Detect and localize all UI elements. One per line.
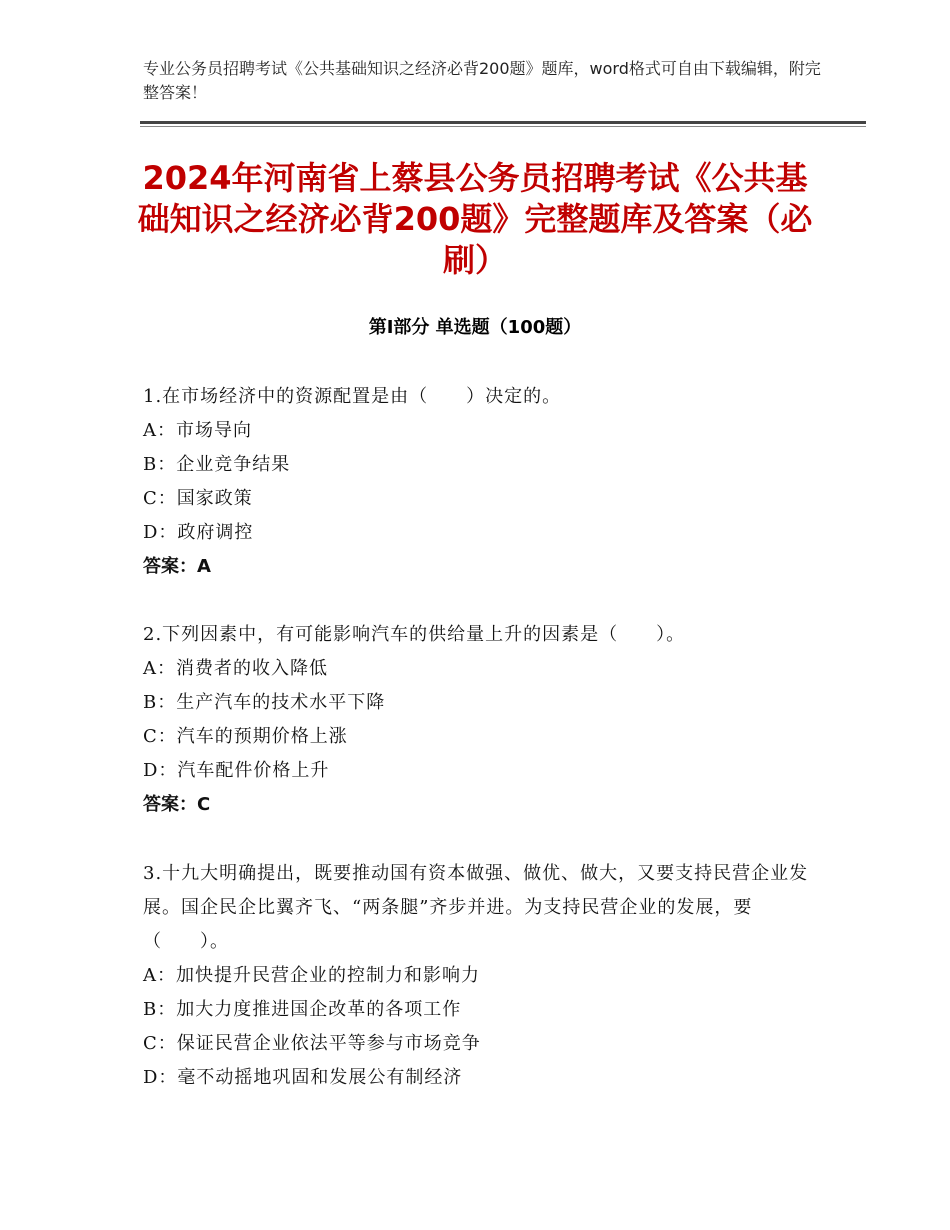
option-d: D：毫不动摇地巩固和发展公有制经济 <box>143 1067 463 1088</box>
question-1 <box>143 380 823 584</box>
header-note: 专业公务员招聘考试《公共基础知识之经济必背200题》题库，word格式可自由下载编辑，附完整答案！ <box>143 59 821 102</box>
question-stem: 1.在市场经济中的资源配置是由（ ）决定的。 <box>143 386 562 407</box>
option-d: D：汽车配件价格上升 <box>143 760 330 781</box>
option-b: B：企业竞争结果 <box>143 454 291 475</box>
answer: 答案：A <box>143 556 211 577</box>
question-stem: 2.下列因素中，有可能影响汽车的供给量上升的因素是（ ）。 <box>143 624 686 645</box>
option-d: D：政府调控 <box>143 522 254 543</box>
question-3 <box>143 857 823 1095</box>
question-stem: 3.十九大明确提出，既要推动国有资本做强、做优、做大，又要支持民营企业发展。国企民企比翼齐飞、“两条腿”齐步并进。为支持民营企业的发展，要（ ）。 <box>143 863 809 952</box>
answer: 答案：C <box>143 794 211 815</box>
option-a: A：市场导向 <box>143 420 252 441</box>
option-c: C：汽车的预期价格上涨 <box>143 726 348 747</box>
option-a: A：加快提升民营企业的控制力和影响力 <box>143 965 480 986</box>
section-heading: 第I部分 单选题（100题） <box>368 317 582 338</box>
header-divider <box>140 121 866 124</box>
option-b: B：加大力度推进国企改革的各项工作 <box>143 999 462 1020</box>
option-c: C：保证民营企业依法平等参与市场竞争 <box>143 1033 481 1054</box>
question-2 <box>143 618 823 822</box>
option-b: B：生产汽车的技术水平下降 <box>143 692 386 713</box>
option-c: C：国家政策 <box>143 488 253 509</box>
option-a: A：消费者的收入降低 <box>143 658 328 679</box>
header-divider-thin <box>140 126 866 127</box>
document-title: 2024年河南省上蔡县公务员招聘考试《公共基础知识之经济必背200题》完整题库及答案（必刷） <box>137 159 813 279</box>
